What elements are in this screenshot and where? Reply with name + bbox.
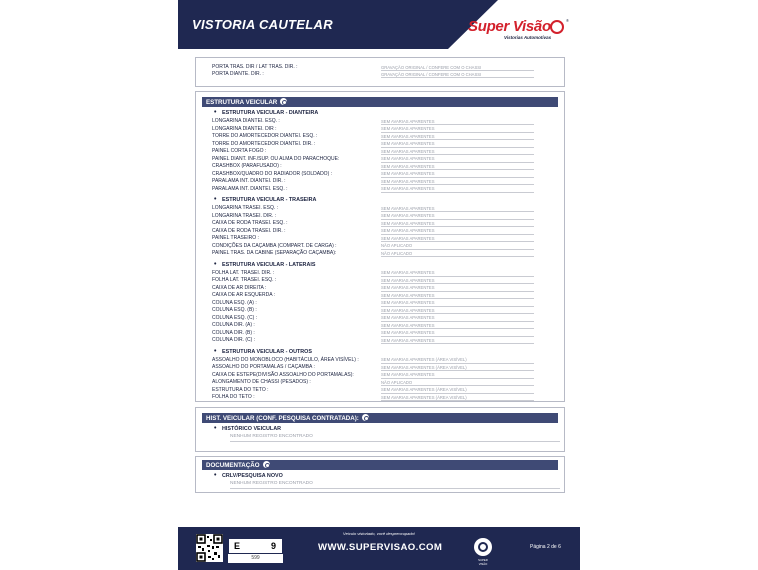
value-underline (230, 488, 560, 489)
item-label: LONGARINA DIANTEI. ESQ. : (212, 118, 280, 124)
item-label: CONDIÇÕES DA CAÇAMBA (COMPART. DE CARGA) : (212, 242, 337, 249)
item-label: CAIXA DE RODA TRASEI. ESQ. : (212, 220, 288, 226)
item-value: SEM AVARIAS APARENTES (381, 156, 435, 161)
item-value: SEM AVARIAS APARENTES (381, 330, 435, 335)
item-value: NÃO APLICADO (381, 243, 413, 248)
list-item (212, 285, 552, 292)
footer-tagline: Veículo vistoriado, você despreocupado! (343, 531, 415, 536)
item-value: SEM AVARIAS APARENTES (381, 337, 435, 343)
section-title: ESTRUTURA VEICULAR (206, 99, 278, 106)
item-label: CAIXA DE AR DIREITA : (212, 284, 267, 291)
item-label: CAIXA DE ESTEPE(DIVISÃO ASSOALHO DO PORTAMALAS): (212, 371, 354, 378)
section-header-bar (202, 97, 558, 107)
item-value: NENHUM REGISTRO ENCONTRADO (230, 434, 313, 439)
item-label: FOLHA LAT. TRASEI. DIR. : (212, 269, 275, 276)
item-label: CAIXA DE AR ESQUERDA : (212, 292, 276, 298)
list-item (212, 148, 552, 155)
list-item (212, 186, 552, 193)
list-item (212, 178, 552, 185)
section-title: DOCUMENTAÇÃO (206, 462, 260, 469)
historico-box (195, 407, 565, 452)
plate-code: 599 (228, 554, 283, 563)
plate-box (228, 538, 283, 554)
list-item (212, 315, 552, 322)
list-item (212, 220, 552, 227)
item-label: PARALAMA INT. DIANTEI. ESQ. : (212, 185, 288, 192)
item-value: SEM AVARIAS APARENTES (381, 292, 435, 298)
list-item (212, 243, 552, 250)
item-label: CAIXA DE RODA TRASEI. DIR. : (212, 227, 286, 234)
logo-tagline: Vistorias Automotivas (504, 35, 552, 40)
item-value: SEM AVARIAS APARENTES (381, 315, 435, 320)
item-value: SEM AVARIAS APARENTES (381, 372, 435, 377)
value-underline (381, 192, 534, 193)
gravacao-box (195, 57, 565, 87)
item-label: ASSOALHO DO MONOBLOCO (HABITÁCULO, ÁREA VISÍVEL) : (212, 356, 359, 363)
list-item (212, 307, 552, 314)
list-item (212, 292, 552, 299)
item-label: PAINEL CORTA FOGO : (212, 148, 267, 154)
page-title: VISTORIA CAUTELAR (192, 17, 333, 32)
list-item (212, 133, 552, 140)
item-value: GRAVAÇÃO ORIGINAL / CONFERE COM O CHASSI (381, 71, 482, 77)
item-label: PARALAMA INT. DIANTEI. DIR. : (212, 178, 286, 184)
item-value: SEM AVARIAS APARENTES (381, 322, 435, 328)
estrutura-box (195, 91, 565, 402)
plate-letter: E (234, 541, 241, 551)
item-value: SEM AVARIAS APARENTES (381, 270, 435, 275)
search-icon (280, 98, 287, 105)
list-item (212, 205, 552, 212)
list-item (212, 228, 552, 235)
item-label: TORRE DO AMORTECEDOR DIANTEI. ESQ. : (212, 133, 318, 139)
list-item (212, 163, 552, 170)
logo-wordmark: Super Visão (468, 18, 551, 35)
subsection-title: • ESTRUTURA VEICULAR - TRASEIRA (222, 197, 316, 203)
item-label: ALONGAMENTO DE CHASSI (PESADOS) : (212, 379, 311, 385)
list-item (212, 118, 552, 125)
item-value: SEM AVARIAS APARENTES (381, 141, 435, 146)
item-value: NÃO APLICADO (381, 250, 413, 256)
list-item (212, 250, 552, 257)
list-item (212, 235, 552, 242)
item-value: SEM AVARIAS APARENTES (381, 205, 435, 211)
item-label: LONGARINA TRASEI. DIR. : (212, 212, 277, 219)
plate-digit: 9 (271, 541, 277, 551)
value-underline (381, 400, 534, 401)
item-label: COLUNA ESQ. (C) : (212, 314, 258, 321)
item-label: COLUNA DIR. (A) : (212, 322, 255, 328)
qr-code-icon (196, 534, 223, 562)
item-value: SEM AVARIAS APARENTES (381, 148, 435, 154)
section-header-bar (202, 413, 558, 423)
list-item (212, 337, 552, 344)
item-label: LONGARINA DIANTEI. DIR : (212, 125, 277, 132)
page-header (178, 0, 580, 49)
list-item (212, 330, 552, 337)
item-label: FOLHA DO TETO : (212, 394, 255, 400)
list-item (212, 277, 552, 284)
item-value: SEM AVARIAS APARENTES (381, 133, 435, 139)
item-value: SEM AVARIAS APARENTES (ÁREA VISÍVEL) (381, 357, 467, 362)
list-item (212, 213, 552, 220)
item-value: GRAVAÇÃO ORIGINAL / CONFERE COM O CHASSI (381, 64, 482, 70)
item-label: PAINEL DIANT. INF./SUP. OU ALMA DO PARACHOQUE: (212, 155, 340, 162)
list-item (212, 372, 552, 379)
logo-registered-mark: ® (566, 18, 569, 23)
list-item (212, 322, 552, 329)
item-value: SEM AVARIAS APARENTES (381, 220, 435, 226)
item-value: SEM AVARIAS APARENTES (381, 126, 435, 131)
seal-caption: SUPER VISÃO (478, 558, 488, 566)
list-item (212, 387, 552, 394)
value-underline (381, 343, 534, 344)
list-item (212, 394, 552, 401)
page-number: Página 2 de 6 (530, 544, 561, 550)
item-value: SEM AVARIAS APARENTES (ÁREA VISÍVEL) (381, 387, 467, 392)
item-label: PORTA DIANTE. DIR. : (212, 71, 264, 77)
list-item (212, 300, 552, 307)
subsection-title: • ESTRUTURA VEICULAR - OUTROS (222, 349, 312, 355)
value-underline (230, 441, 560, 442)
item-label: PORTA TRAS. DIR / LAT TRAS. DIR. : (212, 64, 298, 70)
item-label: ESTRUTURA DO TETO : (212, 386, 269, 393)
item-value: SEM AVARIAS APARENTES (381, 163, 435, 169)
list-item (212, 270, 552, 277)
item-value: SEM AVARIAS APARENTES (381, 307, 435, 313)
list-item (212, 357, 552, 364)
subsection-title: • ESTRUTURA VEICULAR - LATERAIS (222, 262, 315, 268)
item-value: SEM AVARIAS APARENTES (381, 235, 435, 241)
item-value: SEM AVARIAS APARENTES (ÁREA VISÍVEL) (381, 394, 467, 400)
footer-url[interactable]: WWW.SUPERVISAO.COM (318, 542, 443, 553)
list-item (212, 156, 552, 163)
section-header-bar (202, 460, 558, 470)
list-item (212, 379, 552, 386)
search-icon (362, 414, 369, 421)
item-label: TORRE DO AMORTECEDOR DIANTEI. DIR. : (212, 140, 316, 147)
report-page (178, 0, 580, 570)
item-label: CRASHBOX (PARAFUSADO) : (212, 163, 282, 169)
brand-logo (466, 18, 576, 44)
item-label: FOLHA LAT. TRASEI. ESQ. : (212, 277, 277, 283)
item-value: NÃO APLICADO (381, 379, 413, 385)
item-label: COLUNA ESQ. (B) : (212, 307, 257, 313)
value-underline (381, 77, 534, 78)
item-value: SEM AVARIAS APARENTES (381, 228, 435, 233)
subsection-title: • HISTÓRICO VEICULAR (222, 426, 281, 432)
logo-ring-icon (550, 20, 564, 34)
list-item (212, 364, 552, 371)
item-value: SEM AVARIAS APARENTES (ÁREA VISÍVEL) (381, 364, 467, 370)
list-item (212, 141, 552, 148)
search-icon (263, 461, 270, 468)
list-item (212, 171, 552, 178)
item-label: ASSOALHO DO PORTAMALAS / CAÇAMBA : (212, 364, 315, 370)
item-value: SEM AVARIAS APARENTES (381, 118, 435, 124)
item-value: SEM AVARIAS APARENTES (381, 178, 435, 184)
item-label: CRASHBOX/QUADRO DO RADIADOR (SOLDADO) : (212, 170, 333, 177)
item-label: PAINEL TRAS. DA CABINE (SEPARAÇÃO CAÇAMBA): (212, 250, 337, 256)
item-value: SEM AVARIAS APARENTES (381, 171, 435, 176)
item-value: SEM AVARIAS APARENTES (381, 300, 435, 305)
item-value: SEM AVARIAS APARENTES (381, 186, 435, 191)
item-value: SEM AVARIAS APARENTES (381, 213, 435, 218)
item-label: PAINEL TRASEIRO : (212, 235, 259, 241)
list-item (212, 71, 552, 78)
item-value: NENHUM REGISTRO ENCONTRADO (230, 481, 313, 486)
subsection-title: • CRLV/PESQUISA NOVO (222, 473, 283, 479)
value-underline (381, 256, 534, 257)
brand-seal-icon (474, 538, 492, 556)
page-footer (178, 527, 580, 570)
item-label: COLUNA ESQ. (A) : (212, 299, 257, 306)
item-label: COLUNA DIR. (C) : (212, 337, 256, 343)
item-label: LONGARINA TRASEI. ESQ. : (212, 205, 279, 211)
section-title: HIST. VEICULAR (CONF. PESQUISA CONTRATADA): (206, 415, 359, 422)
item-label: COLUNA DIR. (B) : (212, 329, 255, 336)
subsection-title: • ESTRUTURA VEICULAR - DIANTEIRA (222, 110, 318, 116)
list-item (212, 126, 552, 133)
documentacao-box (195, 456, 565, 493)
item-value: SEM AVARIAS APARENTES (381, 285, 435, 290)
item-value: SEM AVARIAS APARENTES (381, 277, 435, 283)
list-item (212, 64, 552, 71)
